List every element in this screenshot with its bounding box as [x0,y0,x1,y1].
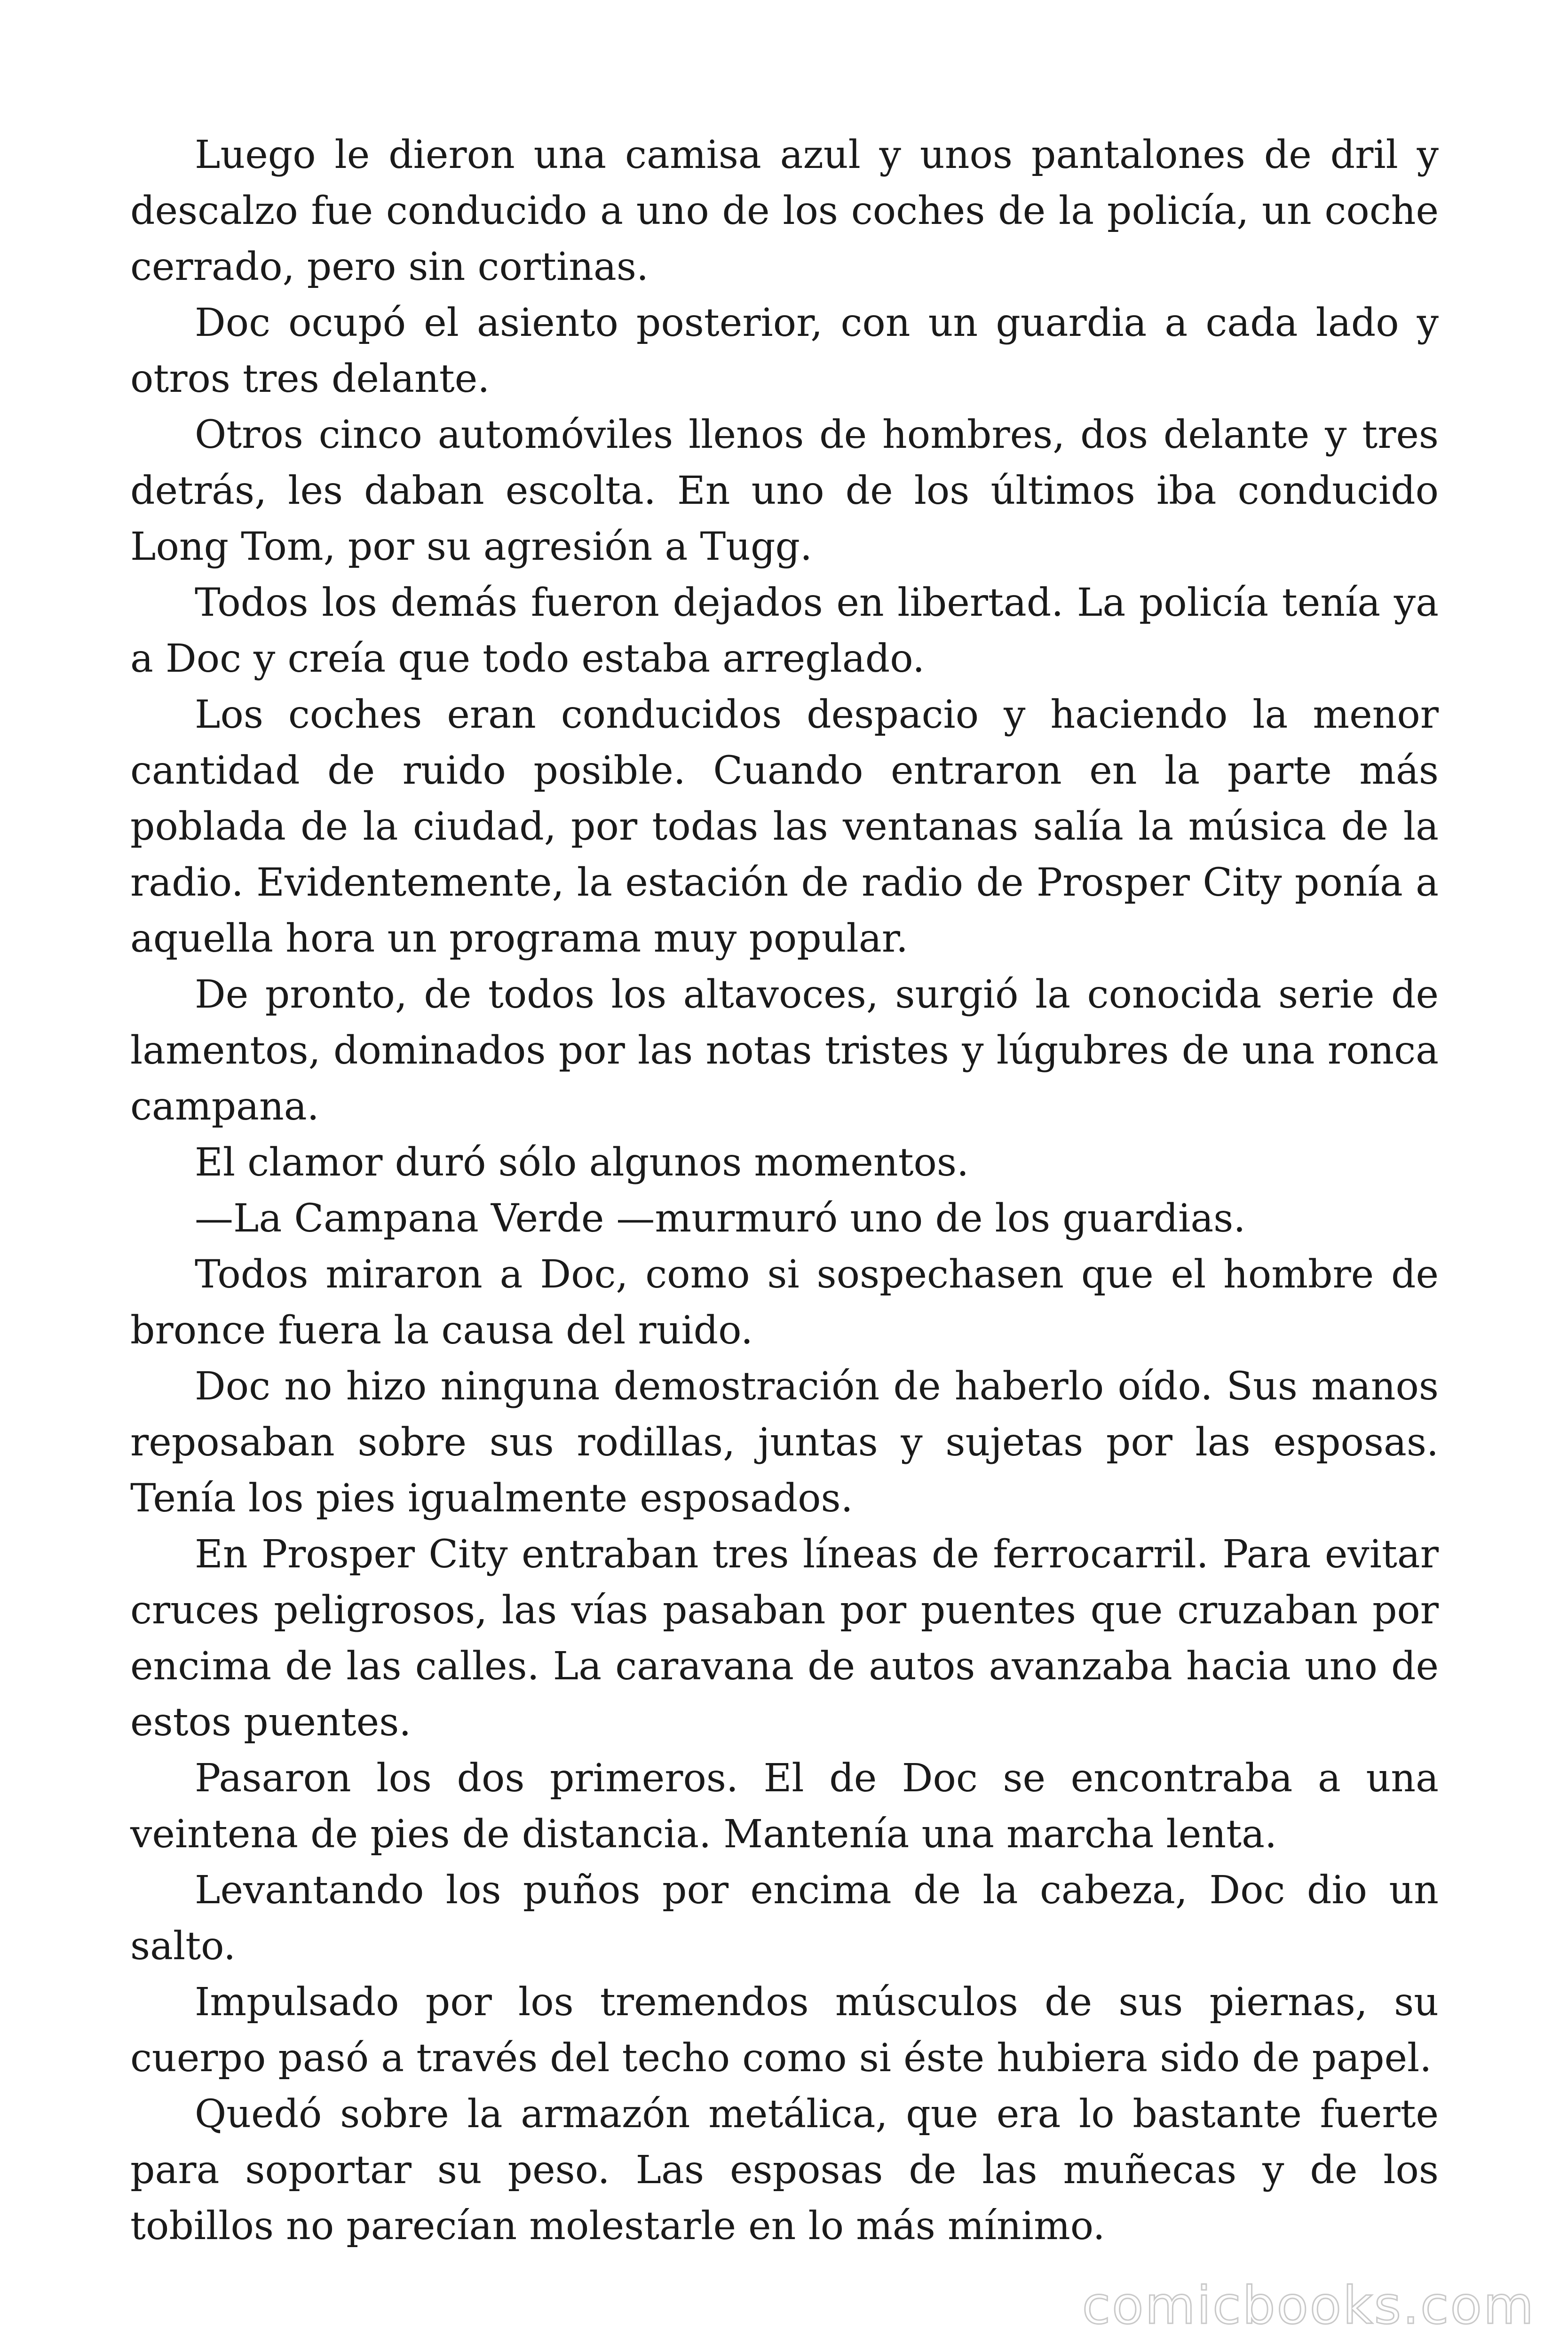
paragraph: Doc no hizo ninguna demostración de haberlo oído. Sus manos reposaban sobre sus rodillas, juntas y sujetas por las esposas. Tenía los pies igualmente esposados. [130,1364,1439,1521]
page-body [130,127,1439,2254]
paragraph: Doc ocupó el asiento posterior, con un guardia a cada lado y otros tres delante. [130,301,1439,401]
paragraph: Levantando los puños por encima de la cabeza, Doc dio un salto. [130,1868,1439,1969]
paragraph: Otros cinco automóviles llenos de hombres, dos delante y tres detrás, les daban escolta. En uno de los últimos iba conducido Long Tom, por su agresión a Tugg. [130,413,1439,569]
paragraph: Todos los demás fueron dejados en libertad. La policía tenía ya a Doc y creía que todo estaba arreglado. [130,580,1439,681]
paragraph: Quedó sobre la armazón metálica, que era lo bastante fuerte para soportar su peso. Las esposas de las muñecas y de los tobillos no parecían molestarle en lo más mínimo. [130,2092,1439,2249]
paragraph: Todos miraron a Doc, como si sospechasen que el hombre de bronce fuera la causa del ruido. [130,1252,1439,1353]
paragraph: En Prosper City entraban tres líneas de ferrocarril. Para evitar cruces peligrosos, las vías pasaban por puentes que cruzaban por encima de las calles. La caravana de autos avanzaba hacia uno de estos puentes. [130,1532,1439,1745]
paragraph: —La Campana Verde —murmuró uno de los guardias. [195,1196,1246,1241]
paragraph: De pronto, de todos los altavoces, surgió la conocida serie de lamentos, dominados por las notas tristes y lúgubres de una ronca campana. [130,972,1439,1129]
paragraph: Impulsado por los tremendos músculos de sus piernas, su cuerpo pasó a través del techo como si éste hubiera sido de papel. [130,1980,1439,2081]
paragraph: Los coches eran conducidos despacio y haciendo la menor cantidad de ruido posible. Cuando entraron en la parte más poblada de la ciudad, por todas las ventanas salía la música de la radio. Evidentemente, la estación de radio de Prosper City ponía a aquella hora un programa muy popular. [130,692,1439,961]
paragraph: Luego le dieron una camisa azul y unos pantalones de dril y descalzo fue conducido a uno de los coches de la policía, un coche cerrado, pero sin cortinas. [130,133,1439,289]
site-watermark: comicbooks.com [1082,2275,1535,2336]
paragraph: Pasaron los dos primeros. El de Doc se encontraba a una veintena de pies de distancia. Mantenía una marcha lenta. [130,1756,1439,1857]
paragraph: El clamor duró sólo algunos momentos. [195,1140,969,1185]
